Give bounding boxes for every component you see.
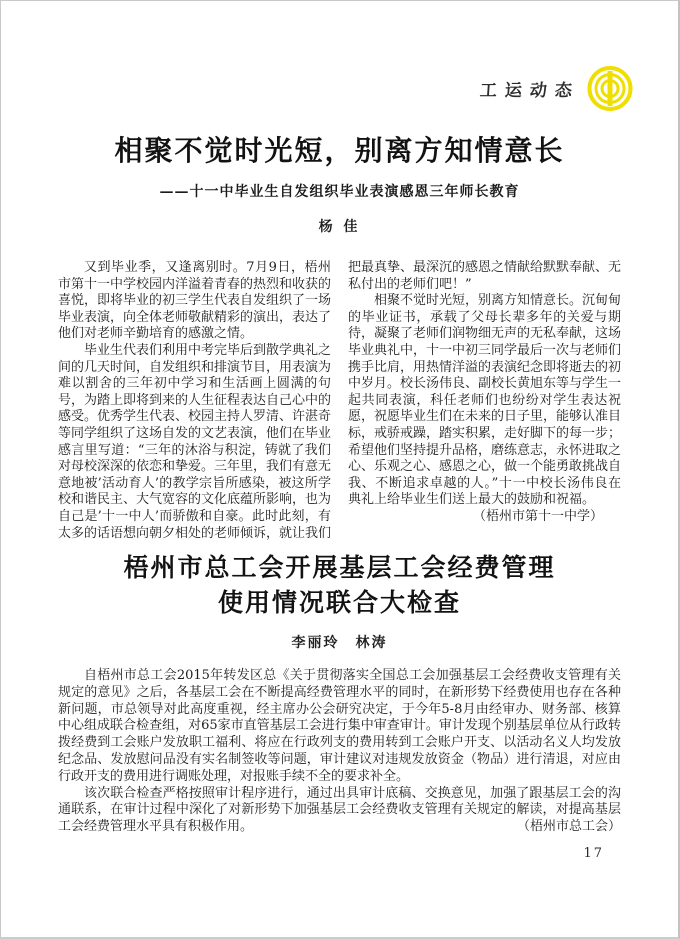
article1-right-column: [348, 260, 621, 552]
article1-subtitle: ——十一中毕业生自发组织毕业表演感恩三年师长教育: [159, 184, 520, 200]
article-graduation: [58, 133, 621, 552]
article1-left-column: [58, 260, 331, 552]
article1-paragraph3: 相聚不觉时光短，别离方知情意长。沉甸甸的毕业证书，承载了父母长辈多年的关爱与期待，凝聚了老师们润物细无声的无私奉献，这场毕业典礼中，十一中初三同学最后一次与老师们携手比肩，用热情洋溢的表演纪念即将逝去的初中岁月。校长汤伟良、副校长黄旭东等与学生一起共同表演，科任老师们也纷纷对学生表达祝愿，祝愿毕业生们在未来的日子里，能够认准目标，戒骄戒躁，踏实积累，走好脚下的每一步；希望他们坚持提升品格，磨练意志，永怀进取之心、乐观之心、感恩之心，做一个能勇敢挑战自我、不断追求卓越的人。”十一中校长汤伟良在典礼上给毕业生们送上最大的鼓励和祝福。: [348, 293, 621, 508]
union-emblem-icon: [586, 65, 634, 112]
article2-paragraph1: 自梧州市总工会2015年转发区总《关于贯彻落实全国总工会加强基层工会经费收支管理有关规定的意见》之后，各基层工会在不断提高经费管理水平的同时，在新形势下经费使用也存在各种新问题，市总领导对此高度重视，经主席办公会研究决定，于今年5-8月由经审办、财务部、核算中心组成联合检查组，对65家市直管基层工会进行集中审查审计。审计发现个别基层单位从行政转拨经费到工会账户发放职工福利、将应在行政列支的费用转到工会账户开支、以活动名义人均发放纪念品、发放慰问品没有实名制签收等问题，审计建议对违规发放资金（物品）进行清退，对应由行政开支的费用进行调账处理，对报账手续不全的要求补全。: [58, 668, 621, 784]
article-union-audit: [58, 550, 621, 836]
article2-title: [58, 550, 621, 620]
article1-author: 杨 佳: [318, 219, 361, 235]
article1-paragraph2-continuation: 把最真挚、最深沉的感恩之情献给默默奉献、无私付出的老师们吧！”: [348, 260, 621, 292]
article2-body: [58, 668, 621, 836]
article2-attribution: （梧州市总工会）: [516, 819, 621, 835]
article2-title-line2: 使用情况联合大检查: [217, 588, 461, 617]
article1-paragraph2: 毕业生代表们利用中考完毕后到散学典礼之间的几天时间，自发组织和排演节目，用表演为难以割舍的三年初中学习和生活画上圆满的句号，为踏上即将到来的人生征程表达自己心中的感受。优秀学生代表、校园主持人罗清、许湛奇等同学组织了这场自发的文艺表演，他们在毕业感言里写道：“三年的沐浴与积淀，铸就了我们对母校深深的依恋和挚爱。三年里，我们有意无意地被’活动育人’的教学宗旨所感染，被这所学校和谐民主、大气宽容的文化底蕴所影响，也为自己是’十一中人’而骄傲和自豪。此时此刻，有太多的话语想向朝夕相处的老师倾诉，就让我们: [58, 342, 332, 541]
article2-paragraph2: [58, 786, 621, 836]
page-number: 17: [583, 846, 604, 861]
section-label: 工运动态: [479, 81, 581, 101]
article1-body-columns: [58, 260, 621, 552]
article1-paragraph1: 又到毕业季，又逢离别时。7月9日，梧州市第十一中学校园内洋溢着青春的热烈和收获的喜悦，即将毕业的初三学生代表自发组织了一场毕业表演，向全体老师敬献精彩的演出，表达了他们对老师辛勤培育的感激之情。: [58, 260, 332, 342]
page-header: [480, 65, 634, 112]
article2-title-line1: 梧州市总工会开展基层工会经费管理: [123, 553, 556, 582]
article2-paragraph2-text: 该次联合检查严格按照审计程序进行，通过出具审计底稿、交换意见，加强了跟基层工会的沟通联系，在审计过程中深化了对新形势下加强基层工会经费收支管理有关规定的解读，对提高基层工会经费管理水平具有积极作用。: [58, 785, 621, 835]
article1-attribution: （梧州市第十一中学）: [472, 508, 603, 524]
article1-title: 相聚不觉时光短，别离方知情意长: [114, 134, 565, 167]
article2-authors: 李丽玲 林涛: [291, 635, 388, 651]
